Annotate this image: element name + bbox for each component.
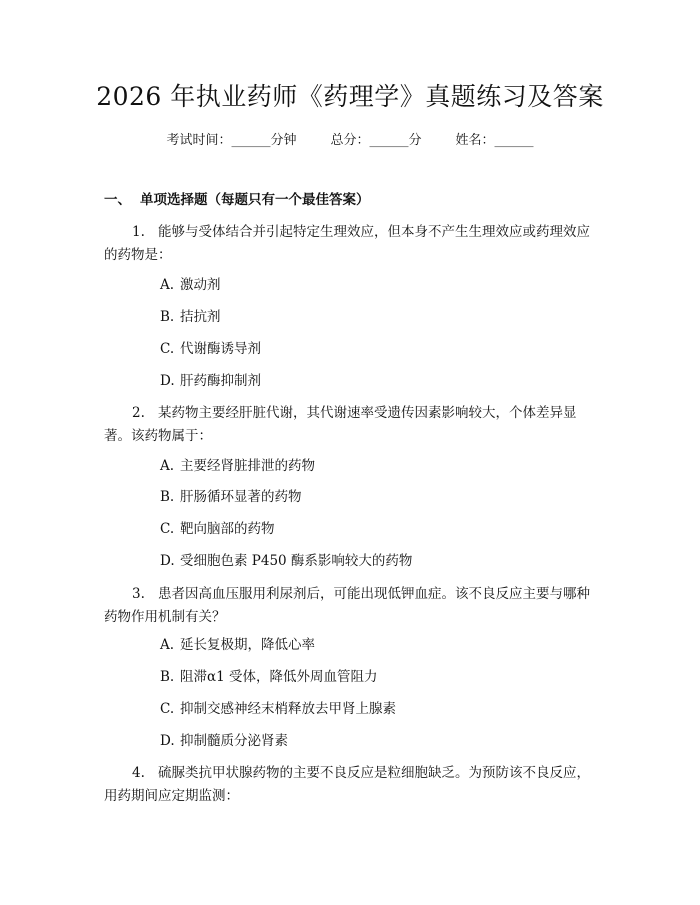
- student-name-field: 姓名：______: [455, 133, 534, 148]
- option-item: [160, 456, 315, 476]
- option-text: 肝药酶抑制剂: [180, 373, 261, 389]
- question-number: 1.: [132, 224, 145, 240]
- question-stem-line: 著。该药物属于：: [104, 428, 212, 444]
- option-text: 抑制髓质分泌肾素: [180, 733, 288, 749]
- question-2: [104, 402, 600, 448]
- option-item: [160, 339, 261, 359]
- option-letter: B.: [160, 309, 175, 325]
- option-letter: A.: [160, 637, 175, 653]
- question-3: [104, 583, 600, 629]
- option-item: [160, 307, 221, 327]
- question-number: 4.: [132, 765, 145, 781]
- total-score-field: 总分：______分: [330, 133, 422, 148]
- option-item: [160, 371, 261, 391]
- option-text: 阻滞α1 受体，降低外周血管阻力: [180, 669, 378, 685]
- option-letter: C.: [160, 521, 175, 537]
- question-stem-line: [104, 583, 600, 606]
- option-item: [160, 275, 221, 295]
- question-stem-line: [104, 762, 600, 785]
- option-text: 代谢酶诱导剂: [180, 341, 261, 357]
- question-number: 2.: [132, 405, 145, 421]
- question-stem-line: 的药物是：: [104, 247, 172, 263]
- question-stem-line: [104, 221, 600, 244]
- section-heading: [104, 189, 370, 211]
- question-stem-line: [104, 402, 600, 425]
- option-letter: A.: [160, 458, 175, 474]
- option-text: 拮抗剂: [180, 309, 221, 325]
- option-text: 抑制交感神经末梢释放去甲肾上腺素: [180, 701, 396, 717]
- option-letter: D.: [160, 373, 175, 389]
- question-stem-line: 用药期间应定期监测：: [104, 788, 239, 804]
- question-4: [104, 762, 600, 808]
- option-text: 受细胞色素 P450 酶系影响较大的药物: [180, 553, 413, 569]
- option-item: [160, 699, 396, 719]
- option-text: 肝肠循环显著的药物: [180, 489, 302, 505]
- option-letter: B.: [160, 489, 175, 505]
- question-stem-line: 药物作用机制有关？: [104, 609, 226, 625]
- option-letter: B.: [160, 669, 175, 685]
- section-number: 一、: [104, 192, 131, 208]
- option-item: [160, 667, 378, 687]
- option-item: [160, 487, 302, 507]
- exam-time-field: 考试时间：______分钟: [166, 133, 297, 148]
- question-1: [104, 221, 600, 267]
- question-text: 硫脲类抗甲状腺药物的主要不良反应是粒细胞缺乏。为预防该不良反应，: [158, 765, 590, 781]
- option-letter: D.: [160, 733, 175, 749]
- question-text: 能够与受体结合并引起特定生理效应，但本身不产生生理效应或药理效应: [158, 224, 590, 240]
- option-text: 靶向脑部的药物: [180, 521, 275, 537]
- option-item: [160, 635, 315, 655]
- option-text: 延长复极期，降低心率: [180, 637, 315, 653]
- option-item: [160, 551, 412, 571]
- option-letter: A.: [160, 277, 175, 293]
- option-text: 主要经肾脏排泄的药物: [180, 458, 315, 474]
- document-title: 2026 年执业药师《药理学》真题练习及答案: [96, 82, 604, 111]
- section-title: 单项选择题（每题只有一个最佳答案）: [140, 192, 370, 208]
- exam-meta: [0, 131, 700, 151]
- option-letter: D.: [160, 553, 175, 569]
- question-number: 3.: [132, 586, 145, 602]
- option-letter: C.: [160, 701, 175, 717]
- option-item: [160, 519, 275, 539]
- option-item: [160, 731, 288, 751]
- question-text: 某药物主要经肝脏代谢，其代谢速率受遗传因素影响较大，个体差异显: [158, 405, 577, 421]
- question-text: 患者因高血压服用利尿剂后，可能出现低钾血症。该不良反应主要与哪种: [158, 586, 590, 602]
- option-letter: C.: [160, 341, 175, 357]
- option-text: 激动剂: [180, 277, 221, 293]
